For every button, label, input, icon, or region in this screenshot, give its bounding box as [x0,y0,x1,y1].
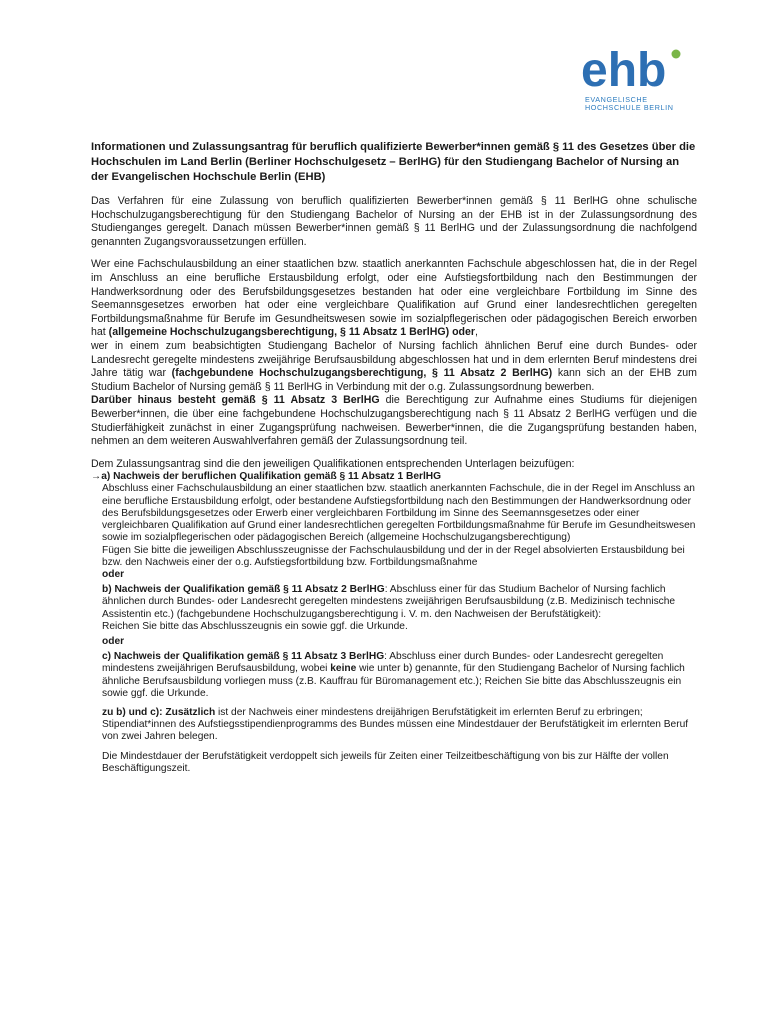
attachments-intro: Dem Zulassungsantrag sind die den jeweiligen Qualifikationen entsprechenden Unterlagen beizufügen: [91,457,575,470]
section-c-text: c) Nachweis der Qualifikation gemäß § 11 Absatz 3 BerlHG: Abschluss einer durch Bundes- oder Landesrecht geregelten mindestens zweijährigen Berufsausbildung, wobei keine wie unter b) genannte, für den Studiengang Bachelor of Nursing fachlich ähnliche Berufsausbildung vorliegen muss (z.B. Kauffrau für Büromanagement etc.); Reichen Sie bitte das Abschlusszeugnis ein sowie ggf. die Urkunde. [102,651,685,699]
section-a-text2: Fügen Sie bitte die jeweiligen Abschlusszeugnisse der Fachschulausbildung und der in der Regel absolvierten Erstausbildung bei bzw. den Nachweis einer der o.g. Aufstiegsfortbildung bzw. Fortbildungsmaßnahme [102,544,685,568]
section-b-text2: Reichen Sie bitte das Abschlusszeugnis ein sowie ggf. die Urkunde. [102,620,408,632]
logo-dot-icon [672,50,681,59]
requirements-paragraph-1: Wer eine Fachschulausbildung an einer staatlichen bzw. staatlich anerkannten Fachschule abgeschlossen hat, die in der Regel im Anschluss an eine berufliche Erstausbildung erfolgt, oder eine Aufstiegsfortbildung nach den Bestimmungen der Handwerksordnung oder des Berufsbildungsgesetzes bestanden hat oder eine vergleichbare Fortbildung im Sinne des Seemannsgesetzes erworben hat oder eine vergleichbare Qualifikation auf Grund einer landesrechtlichen geregelten Fortbildungsmaßnahme für Berufe im Gesundheitswesen sowie im sozialpflegerischen oder pädagogischen Bereich erworben hat (allgemeine Hochschulzugangsberechtigung, § 11 Absatz 1 BerlHG) oder, [91,258,697,339]
ehb-logo-mark [579,46,694,96]
document-title: Informationen und Zulassungsantrag für beruflich qualifizierte Bewerber*innen gemäß § 11 des Gesetzes über die Hochschulen im Land Berlin (Berliner Hochschulgesetz – BerlHG) für den Studiengang Bachelor of Nursing an der Evangelischen Hochschule Berlin (EHB) [91,141,696,183]
intro-paragraph: Das Verfahren für eine Zulassung von beruflich qualifizierten Bewerber*innen gemäß § 11 BerlHG ohne schulische Hochschulzugangsberechtigung für den Studiengang Bachelor of Nursing an der EHB ist in der Zulassungsordnung des Studienganges geregelt. Danach müssen Bewerber*innen gemäß § 11 BerlHG und der Zulassungsordnung die nachfolgend genannten Zugangsvoraussetzungen erfüllen. [91,195,697,248]
section-a-heading: →a) Nachweis der beruflichen Qualifikation gemäß § 11 Absatz 1 BerlHG [91,471,442,483]
final-paragraph: Die Mindestdauer der Berufstätigkeit verdoppelt sich jeweils für Zeiten einer Teilzeitbeschäftigung von bis zur Hälfte der vollen Beschäftigungszeit. [102,750,669,774]
ehb-logo [579,46,694,118]
section-a-text: Abschluss einer Fachschulausbildung an einer staatlichen bzw. staatlich anerkannten Fachschule, die in der Regel im Anschluss an eine berufliche Erstausbildung erfolgt, oder bestandene Aufstiegsfortbildung nach den Bestimmungen der Handwerksordnung oder des Berufsbildungsgesetzes oder Erwerb einer vergleichbaren Fortbildung im Sinne des Seemannsgesetzes oder einer vergleichbaren Qualifikation auf Grund einer landesrechtlichen geregelten Fortbildungsmaßnahme für Berufe im Gesundheitswesen sowie im sozialpflegerischen oder pädagogischen Bereich (allgemeine Hochschulzugangsberechtigung) [102,483,696,544]
section-a-oder: oder [102,568,125,580]
logo-line2: HOCHSCHULE BERLIN [585,103,674,112]
requirements-paragraph-3: Darüber hinaus besteht gemäß § 11 Absatz 3 BerlHG die Berechtigung zur Aufnahme eines Studiums für diejenigen Bewerber*innen, die über eine fachgebundene Hochschulzugangsberechtigung nach § 11 Absatz 2 BerlHG verfügen und die Studierfähigkeit zunächst in einer Zugangsprüfung nachweisen. Bewerber*innen, die die Zugangsprüfung bestanden haben, nehmen an dem weiteren Auswahlverfahren gemäß der Zulassungsordnung teil. [91,394,697,448]
section-b-oder: oder [102,635,125,647]
document-body [91,140,697,775]
requirements-paragraph-2: wer in einem zum beabsichtigten Studiengang Bachelor of Nursing fachlich ähnlichen Beruf eine durch Bundes- oder Landesrecht geregelte mindestens zweijährige Berufsausbildung abgeschlossen hat und in dem erlernten Beruf mindestens drei Jahre tätig war (fachgebundene Hochschulzugangsberechtigung, § 11 Absatz 2 BerlHG) kann sich an der EHB zum Studium Bachelor of Nursing gemäß § 11 BerlHG in Verbindung mit der o.g. Zulassungsordnung bewerben. [91,339,697,393]
section-b-text: b) Nachweis der Qualifikation gemäß § 11 Absatz 2 BerlHG: Abschluss einer für das Studium Bachelor of Nursing fachlich ähnlichen durch Bundes- oder Landesrecht geregelten mindestens zweijährigen Berufsausbildung (z.B. Medizinisch technische Assistentin etc.) (fachgebundene Hochschulzugangsberechtigung i. V. m. den Nachweisen der Berufstätigkeit): [102,584,676,620]
logo-line1: EVANGELISCHE [585,95,648,104]
logo-mark-text: ehb [581,46,667,96]
section-bc-text: zu b) und c): Zusätzlich ist der Nachweis einer mindestens dreijährigen Berufstätigkeit im erlernten Beruf zu erbringen; Stipendiat*innen des Aufstiegsstipendienprogramms des Bundes müssen eine Mindestdauer der Berufstätigkeit im erlernten Beruf von zwei Jahren belegen. [102,706,689,743]
